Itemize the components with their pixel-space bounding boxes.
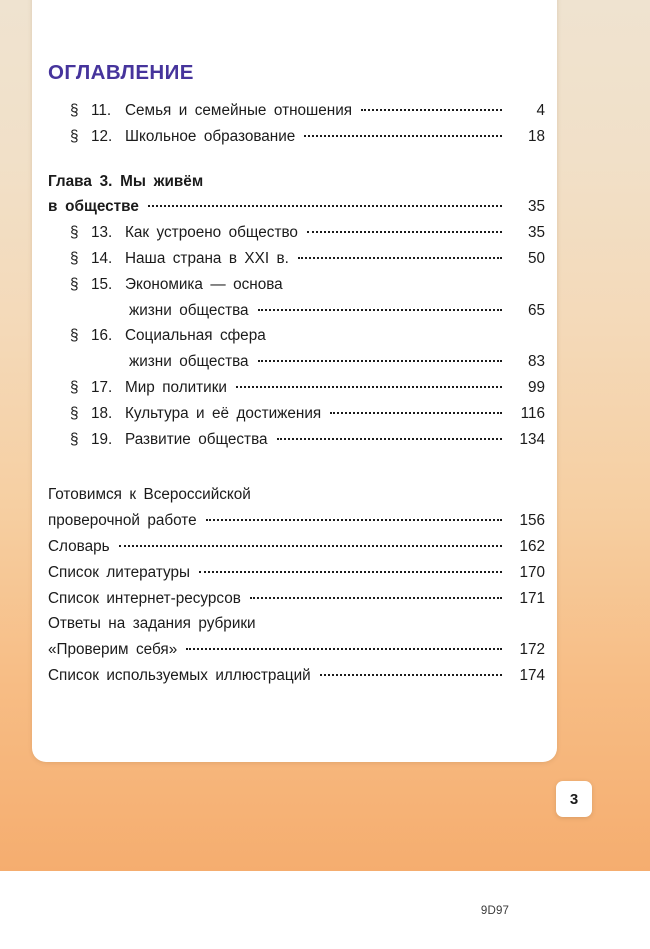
entry-label: Словарь — [48, 537, 110, 555]
leader-dots — [307, 222, 502, 237]
entry-label: Как устроено общество — [125, 224, 298, 242]
entry-label: Развитие общества — [125, 430, 268, 448]
toc-chapter-3-line1[interactable] — [32, 169, 557, 195]
entry-label: Семья и семейные отношения — [125, 102, 353, 119]
section-mark-icon: § — [70, 102, 79, 119]
entry-label: Мир политики — [125, 378, 227, 396]
leader-dots — [260, 484, 550, 499]
chapter-label: в обществе — [48, 198, 139, 216]
entry-page: 65 — [527, 301, 545, 319]
leader-dots — [250, 587, 502, 602]
toc-entry-15-line2[interactable] — [32, 298, 557, 324]
entry-page: 156 — [519, 512, 545, 530]
section-mark-icon: § — [70, 127, 79, 145]
section-number: 17. — [91, 378, 113, 396]
chapter-label: Глава 3. Мы живём — [48, 172, 204, 190]
page-number-badge: 3 — [556, 781, 592, 817]
toc-list — [32, 98, 557, 689]
leader-dots — [320, 665, 502, 680]
entry-page: 116 — [520, 404, 545, 422]
entry-page: 171 — [519, 589, 545, 607]
section-number: 18. — [91, 404, 113, 422]
entry-label: Список литературы — [48, 563, 190, 581]
toc-sheet — [32, 0, 557, 762]
entry-label: Готовимся к Всероссийской — [48, 486, 251, 504]
entry-label: Список используемых иллюстраций — [48, 666, 311, 684]
entry-page: 134 — [519, 430, 545, 448]
toc-entry-answers-line1[interactable] — [32, 611, 557, 637]
section-mark-icon: § — [70, 224, 79, 242]
leader-dots — [236, 377, 502, 392]
toc-entry-15-line1[interactable] — [32, 272, 557, 298]
toc-entry-12[interactable] — [32, 124, 557, 150]
leader-dots — [258, 299, 502, 314]
page-title: ОГЛАВЛЕНИЕ — [48, 61, 194, 84]
entry-page: 172 — [519, 641, 545, 659]
toc-entry-18[interactable] — [32, 401, 557, 427]
leader-dots — [119, 536, 502, 551]
entry-page: 170 — [519, 563, 545, 581]
entry-page: 174 — [519, 666, 545, 684]
toc-entry-slovar[interactable] — [32, 534, 557, 560]
section-number: 19. — [91, 430, 113, 448]
footer-code: 9D97 — [480, 905, 510, 917]
leader-dots — [298, 248, 502, 263]
spacer — [32, 150, 557, 169]
toc-entry-vpr-line1[interactable] — [32, 482, 557, 508]
entry-label: жизни общества — [129, 301, 249, 319]
toc-entry-literature[interactable] — [32, 560, 557, 586]
entry-page: 35 — [527, 224, 545, 242]
leader-dots — [212, 170, 550, 185]
section-number: 12. — [91, 127, 113, 145]
toc-entry-16-line2[interactable] — [32, 349, 557, 375]
entry-label: Культура и её достижения — [125, 404, 322, 422]
toc-entry-illustrations[interactable] — [32, 663, 557, 689]
toc-entry-17[interactable] — [32, 375, 557, 401]
entry-label: жизни общества — [129, 353, 249, 371]
leader-dots — [199, 561, 502, 576]
section-mark-icon: § — [70, 327, 79, 345]
leader-dots — [186, 639, 502, 654]
section-mark-icon: § — [70, 430, 79, 448]
entry-label: Список интернет-ресурсов — [48, 589, 241, 607]
leader-dots — [258, 351, 502, 366]
entry-label: Ответы на задания рубрики — [48, 615, 256, 633]
entry-page: 99 — [527, 378, 545, 396]
section-number: 11. — [91, 102, 112, 119]
toc-entry-13[interactable] — [32, 220, 557, 246]
toc-entry-answers-line2[interactable] — [32, 637, 557, 663]
section-number: 16. — [91, 327, 113, 345]
toc-entry-internet-resources[interactable] — [32, 586, 557, 612]
toc-chapter-3-line2[interactable] — [32, 194, 557, 220]
entry-page: 83 — [527, 353, 545, 371]
leader-dots — [330, 402, 502, 417]
leader-dots — [206, 510, 502, 525]
entry-page: 162 — [519, 537, 545, 555]
entry-label: проверочной работе — [48, 512, 197, 530]
section-number: 13. — [91, 224, 113, 242]
toc-entry-11[interactable] — [32, 98, 557, 124]
section-number: 15. — [91, 275, 113, 293]
section-mark-icon: § — [70, 275, 79, 293]
entry-page: 50 — [527, 249, 545, 267]
leader-dots — [292, 273, 550, 288]
leader-dots — [148, 196, 502, 211]
section-number: 14. — [91, 249, 113, 267]
entry-label: Наша страна в XXI в. — [125, 249, 289, 267]
toc-entry-14[interactable] — [32, 246, 557, 272]
entry-label: Экономика — основа — [125, 275, 283, 293]
toc-entry-19[interactable] — [32, 427, 557, 453]
section-mark-icon: § — [70, 378, 79, 396]
entry-label: Школьное образование — [125, 127, 296, 145]
toc-entry-16-line1[interactable] — [32, 323, 557, 349]
leader-dots — [304, 126, 502, 141]
entry-page: 35 — [527, 198, 545, 216]
leader-dots — [277, 428, 502, 443]
entry-page: 18 — [527, 127, 545, 145]
spacer — [32, 452, 557, 482]
leader-dots — [275, 325, 550, 340]
section-mark-icon: § — [70, 249, 79, 267]
entry-page: 4 — [536, 102, 545, 119]
leader-dots — [265, 613, 550, 628]
entry-label: Социальная сфера — [125, 327, 266, 345]
leader-dots — [361, 100, 502, 115]
entry-label: «Проверим себя» — [48, 641, 178, 659]
section-mark-icon: § — [70, 404, 79, 422]
toc-entry-vpr-line2[interactable] — [32, 508, 557, 534]
